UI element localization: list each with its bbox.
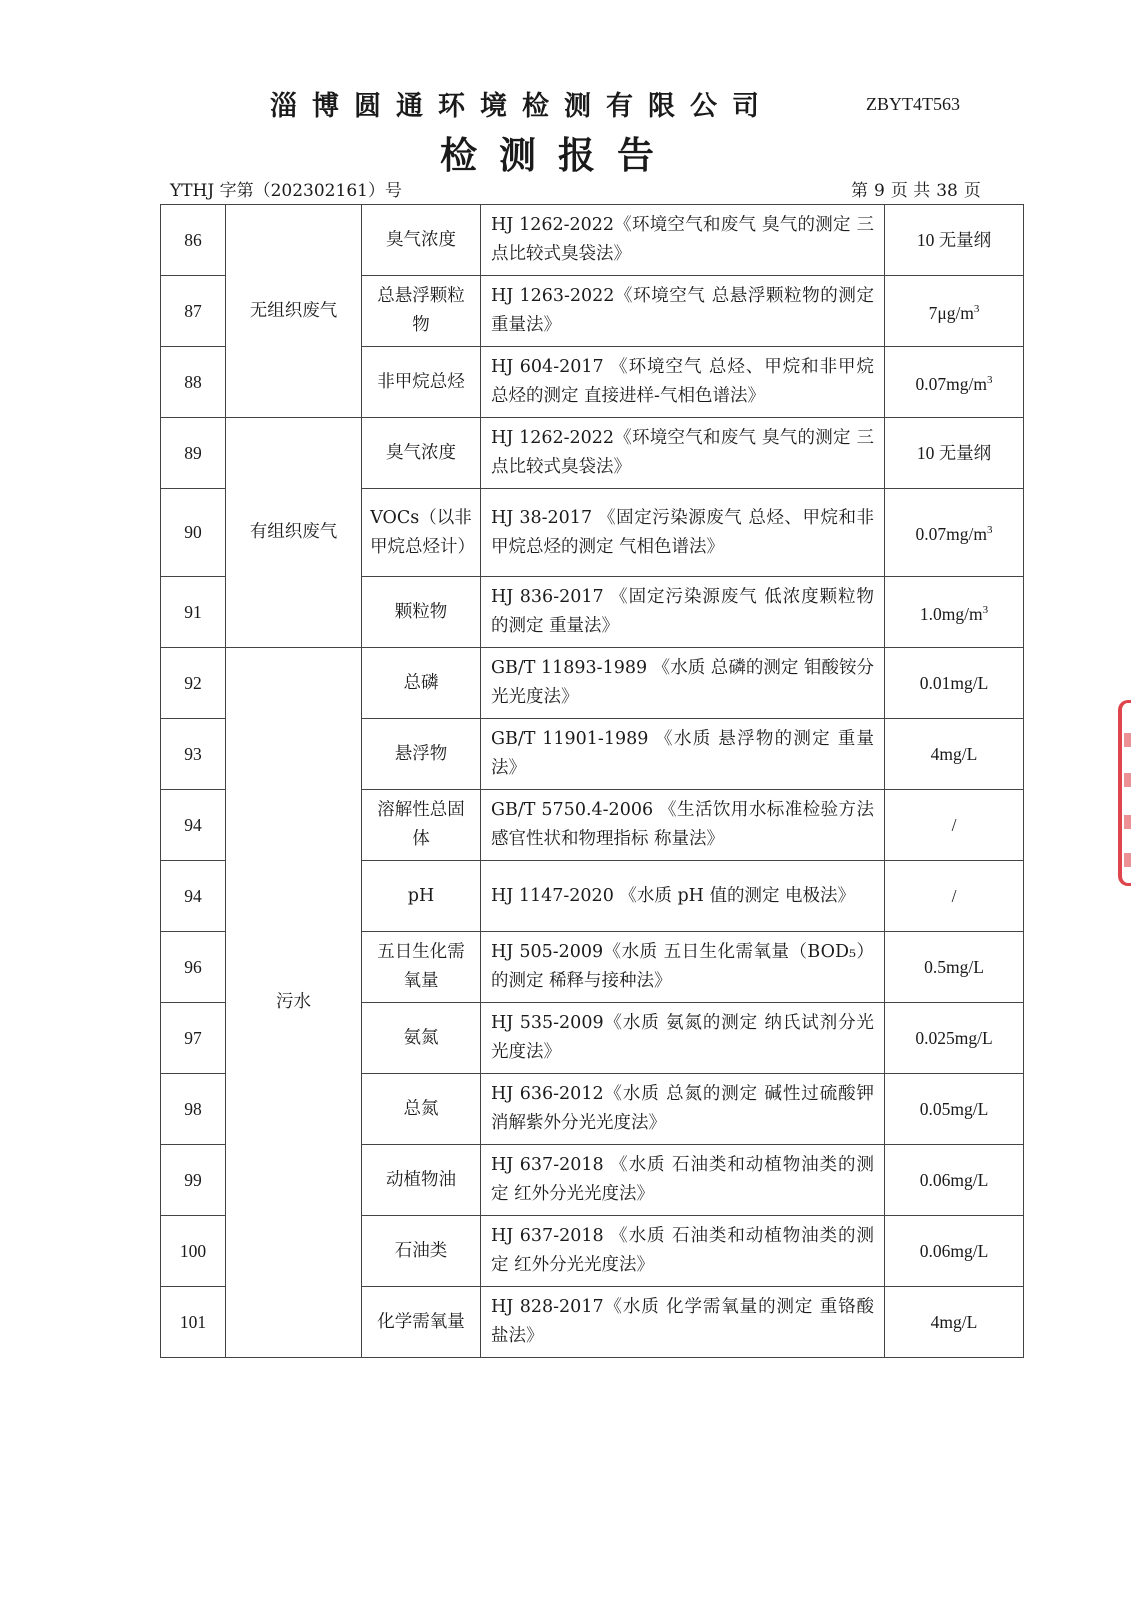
detection-limit — [885, 790, 1024, 861]
category-cell: 污水 — [226, 648, 362, 1358]
method-standard: GB/T 5750.4-2006 《生活饮用水标准检验方法 感官性状和物理指标 称量法》 — [481, 790, 885, 861]
detection-limit — [885, 1287, 1024, 1358]
method-standard: HJ 836-2017 《固定污染源废气 低浓度颗粒物的测定 重量法》 — [481, 577, 885, 648]
page-current: 9 — [874, 181, 885, 201]
row-number: 101 — [161, 1287, 226, 1358]
row-number: 99 — [161, 1145, 226, 1216]
test-item: 氨氮 — [362, 1003, 481, 1074]
test-item: 非甲烷总烃 — [362, 347, 481, 418]
row-number: 100 — [161, 1216, 226, 1287]
detection-limit — [885, 1216, 1024, 1287]
page-prefix: 第 — [851, 181, 868, 201]
row-number: 90 — [161, 489, 226, 577]
detection-limit — [885, 347, 1024, 418]
detection-limit — [885, 1074, 1024, 1145]
row-number: 94 — [161, 790, 226, 861]
detection-limit — [885, 418, 1024, 489]
detection-limit — [885, 276, 1024, 347]
limit-value: 0.025mg/L — [915, 1027, 993, 1048]
row-number: 94 — [161, 861, 226, 932]
row-number: 98 — [161, 1074, 226, 1145]
limit-value: 4mg/L — [930, 1311, 978, 1332]
test-item: VOCs（以非甲烷总烃计） — [362, 489, 481, 577]
limit-value: / — [951, 814, 957, 835]
page-suffix: 页 — [963, 181, 981, 201]
company-name: 淄博圆通环境检测有限公司 — [270, 91, 774, 122]
row-number: 96 — [161, 932, 226, 1003]
limit-value: 1.0mg/m — [919, 603, 983, 624]
detection-limit — [885, 861, 1024, 932]
limit-value: 10 — [916, 229, 935, 250]
detection-limit — [885, 648, 1024, 719]
category-cell: 有组织废气 — [226, 418, 362, 648]
method-standard: HJ 637-2018 《水质 石油类和动植物油类的测定 红外分光光度法》 — [481, 1216, 885, 1287]
method-standard: HJ 505-2009《水质 五日生化需氧量（BOD₅）的测定 稀释与接种法》 — [481, 932, 885, 1003]
method-standard: HJ 828-2017《水质 化学需氧量的测定 重铬酸盐法》 — [481, 1287, 885, 1358]
detection-limit — [885, 577, 1024, 648]
limit-value: 7μg/m — [928, 302, 974, 323]
test-item: 悬浮物 — [362, 719, 481, 790]
method-standard: HJ 1147-2020 《水质 pH 值的测定 电极法》 — [481, 861, 885, 932]
table-row — [161, 648, 1024, 719]
method-standard: HJ 38-2017 《固定污染源废气 总烃、甲烷和非甲烷总烃的测定 气相色谱法》 — [481, 489, 885, 577]
test-item: 总悬浮颗粒物 — [362, 276, 481, 347]
limit-value: 4mg/L — [930, 743, 978, 764]
row-number: 97 — [161, 1003, 226, 1074]
limit-value: 0.06mg/L — [919, 1240, 989, 1261]
page-indicator — [851, 176, 987, 201]
detection-limit — [885, 932, 1024, 1003]
page-total: 38 — [936, 181, 958, 201]
table-row — [161, 418, 1024, 489]
red-seal-stamp — [1118, 700, 1131, 886]
test-item: 五日生化需氧量 — [362, 932, 481, 1003]
row-number: 89 — [161, 418, 226, 489]
reference-number: YTHJ 字第（202302161）号 — [170, 181, 402, 201]
method-standard: HJ 604-2017 《环境空气 总烃、甲烷和非甲烷总烃的测定 直接进样-气相色谱法》 — [481, 347, 885, 418]
test-item: 臭气浓度 — [362, 418, 481, 489]
limit-unit: 无量纲 — [934, 442, 992, 463]
detection-limit — [885, 489, 1024, 577]
row-number: 91 — [161, 577, 226, 648]
method-standard: GB/T 11901-1989 《水质 悬浮物的测定 重量法》 — [481, 719, 885, 790]
row-number: 86 — [161, 205, 226, 276]
detection-methods-table — [160, 204, 1024, 1358]
test-item: 化学需氧量 — [362, 1287, 481, 1358]
detection-limit — [885, 1145, 1024, 1216]
method-standard: HJ 535-2009《水质 氨氮的测定 纳氏试剂分光光度法》 — [481, 1003, 885, 1074]
method-standard: HJ 1262-2022《环境空气和废气 臭气的测定 三点比较式臭袋法》 — [481, 418, 885, 489]
detection-limit — [885, 205, 1024, 276]
method-standard: HJ 1263-2022《环境空气 总悬浮颗粒物的测定 重量法》 — [481, 276, 885, 347]
detection-limit — [885, 1003, 1024, 1074]
table-row — [161, 205, 1024, 276]
method-standard: HJ 1262-2022《环境空气和废气 臭气的测定 三点比较式臭袋法》 — [481, 205, 885, 276]
limit-value: 0.06mg/L — [919, 1169, 989, 1190]
limit-value: 0.01mg/L — [919, 672, 989, 693]
method-standard: HJ 637-2018 《水质 石油类和动植物油类的测定 红外分光光度法》 — [481, 1145, 885, 1216]
row-number: 93 — [161, 719, 226, 790]
method-standard: HJ 636-2012《水质 总氮的测定 碱性过硫酸钾消解紫外分光光度法》 — [481, 1074, 885, 1145]
limit-unit: 无量纲 — [934, 229, 992, 250]
category-cell: 无组织废气 — [226, 205, 362, 418]
limit-value: 10 — [916, 442, 935, 463]
report-title: 检测报告 — [440, 133, 676, 177]
test-item: pH — [362, 861, 481, 932]
test-item: 石油类 — [362, 1216, 481, 1287]
test-item: 动植物油 — [362, 1145, 481, 1216]
test-item: 总氮 — [362, 1074, 481, 1145]
test-item: 溶解性总固体 — [362, 790, 481, 861]
page-mid: 页 共 — [890, 181, 931, 201]
row-number: 87 — [161, 276, 226, 347]
limit-unit: 3 — [973, 302, 980, 315]
limit-unit: 3 — [982, 603, 989, 616]
test-item: 臭气浓度 — [362, 205, 481, 276]
report-code: ZBYT4T563 — [866, 94, 960, 114]
limit-value: 0.5mg/L — [924, 956, 984, 977]
test-item: 总磷 — [362, 648, 481, 719]
detection-limit — [885, 719, 1024, 790]
limit-unit: 3 — [986, 373, 993, 386]
limit-value: / — [951, 885, 957, 906]
limit-unit: 3 — [986, 524, 993, 537]
method-standard: GB/T 11893-1989 《水质 总磷的测定 钼酸铵分光光度法》 — [481, 648, 885, 719]
row-number: 92 — [161, 648, 226, 719]
limit-value: 0.05mg/L — [919, 1098, 989, 1119]
limit-value: 0.07mg/m — [915, 523, 987, 544]
test-item: 颗粒物 — [362, 577, 481, 648]
limit-value: 0.07mg/m — [915, 373, 987, 394]
row-number: 88 — [161, 347, 226, 418]
